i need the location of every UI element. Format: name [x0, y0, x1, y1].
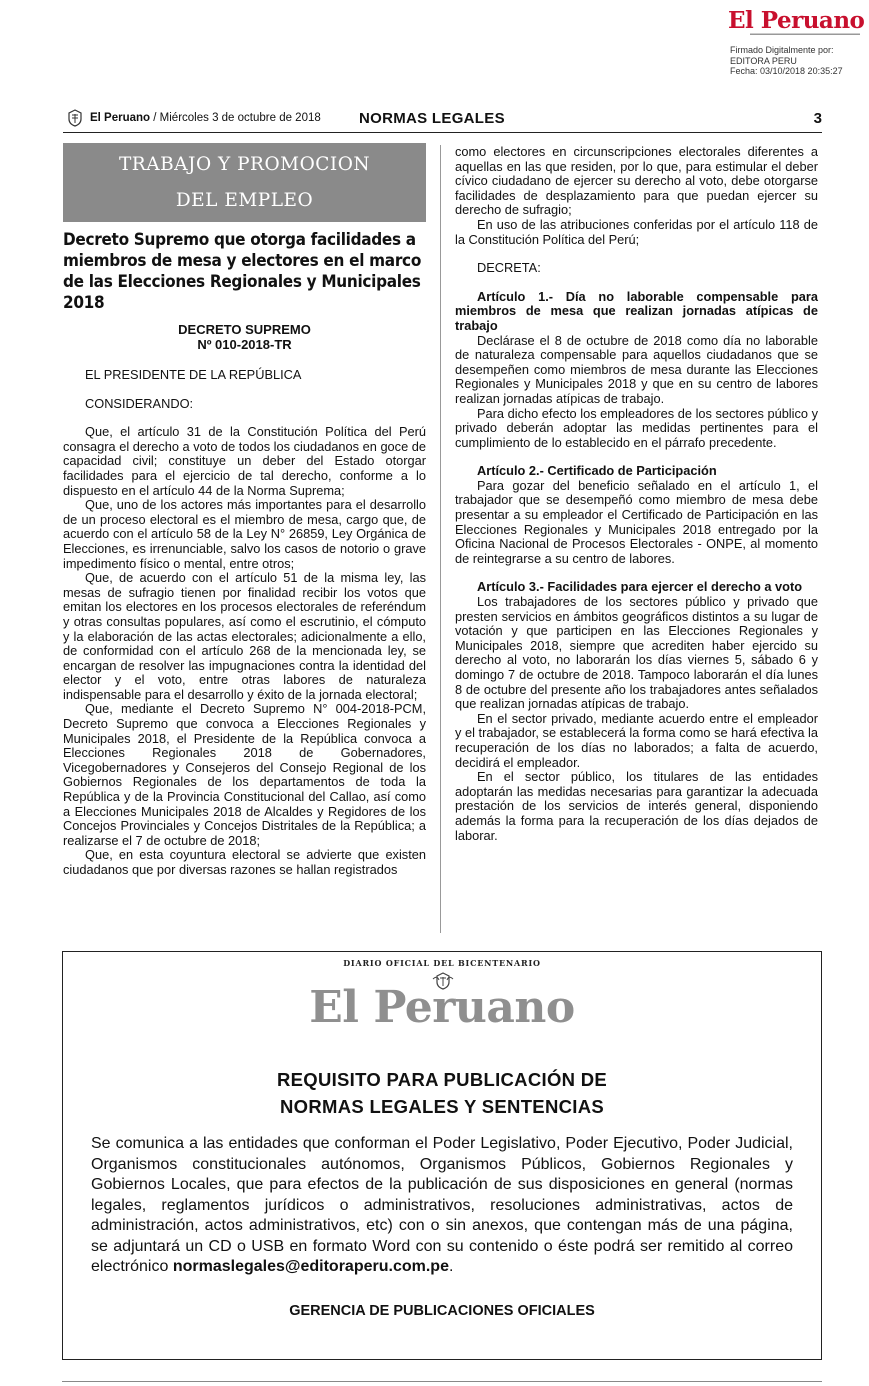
- notice-title: [63, 1066, 821, 1120]
- header-section: NORMAS LEGALES: [359, 110, 505, 127]
- notice-title-line-1: REQUISITO PARA PUBLICACIÓN DE: [276, 1069, 608, 1090]
- header-date: / Miércoles 3 de octubre de 2018: [150, 112, 321, 124]
- article-3-paragraph: Los trabajadores de los sectores público y privado que presten servicios en ámbitos geográficos distintos a su lugar de votación y que participen en las Elecciones Regionales y Municipales 2018, siempre que acrediten haber ejercido su derecho al voto, no laborarán los días viernes 5, sábado 6 y domingo 7 de octubre de 2018. Tampoco laborarán el día lunes 8 de octubre del presente año los trabajadores antes señalados que realizan jornadas atípicas de trabajo.: [455, 594, 818, 712]
- article-1-paragraph: Declárase el 8 de octubre de 2018 como día no laborable de naturaleza compensable para aquellos ciudadanos que se desempeñen como miembros de mesa durante las Elecciones Regionales y Municipales 2018 y que en su centro de labores realizan jornadas atípicas de trabajo.: [455, 332, 818, 406]
- header-paper-date: [90, 112, 321, 124]
- bottom-rule: [62, 1381, 822, 1382]
- article-3-paragraph: En el sector privado, mediante acuerdo entre el empleador y el trabajador, se establecerá la forma como se hará efectiva la recuperación de los días no laborados; a falta de acuerdo, decidirá el empleador.: [455, 710, 818, 770]
- notice-title-line-2: NORMAS LEGALES Y SENTENCIAS: [279, 1096, 605, 1117]
- left-column: [63, 368, 426, 878]
- notice-body: [91, 1134, 793, 1278]
- decree-number: Nº 010-2018-TR: [197, 337, 292, 352]
- publication-notice: [62, 951, 822, 1360]
- notice-body-text: Se comunica a las entidades que conforman el Poder Legislativo, Poder Ejecutivo, Poder Judicial, Organismos constitucionales autónomos, Organismos Públicos, Gobiernos Regionales y Gobiernos Locales, que para efectos de la publicación de sus disposiciones en general (normas legales, reglamentos jurídicos o administrativos, resoluciones administrativas, actos de administración, actos administrativos, etc) con o sin anexos, que contengan más de una página, se adjuntará un CD o USB en formato Word con su contenido o éste podrá ser remitido al correo electrónico: [91, 1135, 793, 1275]
- article-1-title: Artículo 1.- Día no laborable compensable para miembros de mesa que realizan jornadas atípicas de trabajo: [455, 288, 818, 333]
- column-divider: [440, 145, 441, 933]
- notice-footer: GERENCIA DE PUBLICACIONES OFICIALES: [289, 1303, 595, 1319]
- signature-line: Fecha: 03/10/2018 20:35:27: [730, 66, 843, 76]
- logo-subline-graphic: [750, 33, 860, 36]
- powers-paragraph: En uso de las atribuciones conferidas por el artículo 118 de la Constitución Política del Perú;: [455, 216, 818, 247]
- header-paper-name: El Peruano: [90, 112, 151, 124]
- notice-brand: El Peruano: [309, 982, 575, 1033]
- masthead-logo: [728, 8, 864, 40]
- recital-paragraph: Que, uno de los actores más importantes para el desarrollo de un proceso electoral es el miembro de mesa, cargo que, de acuerdo con el artículo 58 de la Ley N° 26859, Ley Orgánica de Elecciones, es irrenunciable, salvo los casos de notorio o grave impedimento físico o mental, entre otros;: [63, 497, 426, 571]
- digital-signature: [730, 45, 865, 77]
- notice-tagline: DIARIO OFICIAL DEL BICENTENARIO: [343, 958, 541, 968]
- decree-header: [63, 322, 426, 352]
- president-line: EL PRESIDENTE DE LA REPÚBLICA: [85, 367, 302, 382]
- recital-paragraph: Que, de acuerdo con el artículo 51 de la misma ley, las mesas de sufragio tienen por finalidad recibir los votos que emitan los electores en los procesos electorales de referéndum y otras consultas populares, así como el escrutinio, el cómputo y la elaboración de las actas electorales; adicionalmente a ello, de conformidad con el artículo 268 de la mencionada ley, se encargan de resolver las impugnaciones contra la identidad del elector y el voto, entre otras labores de naturaleza indispensable para el desarrollo y éxito de la jornada electoral;: [63, 570, 426, 702]
- recital-paragraph: Que, en esta coyuntura electoral se advierte que existen ciudadanos que por diversas razones se hallan registrados: [63, 847, 426, 877]
- header-page-number: 3: [813, 110, 822, 127]
- notice-email-link[interactable]: normaslegales@editoraperu.com.pe: [172, 1258, 449, 1275]
- recital-paragraph: Que, mediante el Decreto Supremo N° 004-2018-PCM, Decreto Supremo que convoca a Elecciones Regionales y Municipales 2018, el Presidente de la República convoca a Elecciones Regionales 2018 de Gobernadores, Vicegobernadores y Consejeros del Consejo Regional de los Gobiernos Regionales de los departamentos de toda la República y de la Provincia Constitucional del Callao, así como a Elecciones Municipales 2018 de Alcaldes y Regidores de los Concejos Provinciales y Concejos Distritales de la República; a realizarse el 7 de octubre de 2018;: [63, 701, 426, 848]
- article-2-title: Artículo 2.- Certificado de Participación: [477, 463, 717, 479]
- considerando-heading: CONSIDERANDO:: [85, 395, 194, 411]
- article-2-paragraph: Para gozar del beneficio señalado en el artículo 1, el trabajador que se desempeñó como miembro de mesa debe presentar a su empleador el Certificado de Participación en las Elecciones Regionales y Municipales 2018 entregado por la Oficina Nacional de Procesos Electorales - ONPE, al momento de reintegrarse a su centro de labores.: [455, 477, 818, 566]
- banner-line-2: DEL EMPLEO: [175, 190, 314, 211]
- national-seal-icon: [66, 109, 84, 127]
- notice-body-end: .: [448, 1258, 454, 1275]
- recital-continuation: como electores en circunscripciones electorales diferentes a aquellas en las que residen, por lo que, para estimular el deber cívico ciudadano de ejercer su derecho al voto, debe otorgarse facilidades de desplazamiento para que puedan ejercer su derecho de sufragio;: [455, 144, 818, 218]
- banner-line-1: TRABAJO Y PROMOCION: [118, 154, 371, 175]
- recital-paragraph: Que, el artículo 31 de la Constitución Política del Perú consagra el derecho a voto de todos los ciudadanos en goce de capacidad civil; constituye un deber del Estado otorgar facilidades para el ejercicio de tal derecho, conforme a lo dispuesto en el artículo 44 de la Norma Suprema;: [63, 424, 426, 498]
- article-3-title: Artículo 3.- Facilidades para ejercer el derecho a voto: [477, 579, 803, 595]
- signature-line: EDITORA PERU: [730, 55, 797, 66]
- logo-text: El Peruano: [728, 7, 865, 34]
- article-3-paragraph: En el sector público, los titulares de las entidades adoptarán las medidas necesarias para garantizar la adecuada prestación de los servicios de interés general, disponiendo además la forma para la recuperación de los días dejados de laborar.: [455, 769, 818, 843]
- page-header: [63, 106, 822, 133]
- right-column: [455, 145, 818, 843]
- article-1-paragraph: Para dicho efecto los empleadores de los sectores público y privado deberán adoptar las medidas pertinentes para el cumplimiento de lo establecido en el párrafo precedente.: [455, 405, 818, 450]
- decreta-heading: DECRETA:: [477, 260, 541, 276]
- signature-line: Firmado Digitalmente por:: [730, 45, 834, 55]
- decree-title: Decreto Supremo que otorga facilidades a miembros de mesa y electores en el marco de las Elecciones Regionales y Municipales 2018: [63, 230, 422, 313]
- decree-type: DECRETO SUPREMO: [178, 322, 311, 337]
- section-banner: [63, 143, 426, 222]
